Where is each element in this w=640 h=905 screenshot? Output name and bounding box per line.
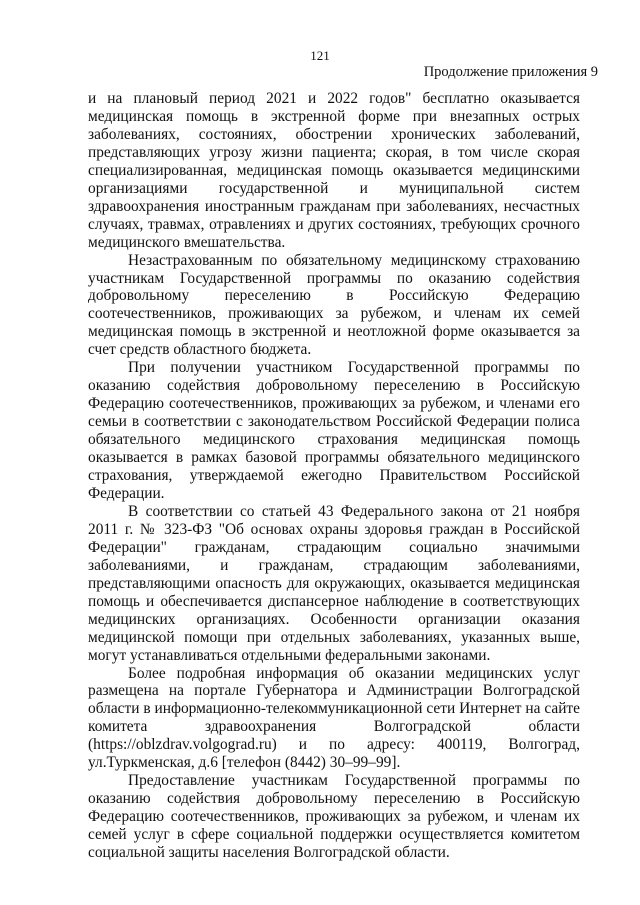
paragraph-emergency-care: и на плановый период 2021 и 2022 годов" бесплатно оказывается медицинская помощь в экстренной форме при внезапных острых заболеваниях, состояниях, обострении хронических заболеваний, представляющих угрозу жизни пациента; скорая, в том числе скорая специализированная, медицинская помощь оказывается медицинскими организациями государственной и муниципальной систем здравоохранения иностранным гражданам при заболеваниях, несчастных случаях, травмах, отравлениях и других состояниях, требующих срочного медицинского вмешательства. bbox=[88, 90, 580, 251]
paragraph-federal-law: В соответствии со статьей 43 Федерального закона от 21 ноября 2011 г. № 323-ФЗ "Об основах охраны здоровья граждан в Российской Федерации" гражданам, страдающим социально значимыми заболеваниями, и гражданам, страдающим заболеваниями, представляющими опасность для окружающих, оказывается медицинская помощь и обеспечивается диспансерное наблюдение в соответствующих медицинских организациях. Особенности организации оказания медицинской помощи при отдельных заболеваниях, указанных выше, могут устанавливаться отдельными федеральными законами. bbox=[88, 502, 580, 664]
appendix-continuation-label: Продолжение приложения 9 bbox=[423, 64, 598, 80]
paragraph-more-information: Более подробная информация об оказании медицинских услуг размещена на портале Губернатора и Администрации Волгоградской области в информационно-телекоммуникационной сети Интернет на сайте комитета здравоохранения Волгоградской области (https://oblzdrav.volgograd.ru) и по адресу: 400119, Волгоград, ул.Туркменская, д.6 [телефон (8442) 30–99–99]. bbox=[88, 664, 580, 772]
document-body bbox=[88, 90, 580, 862]
paragraph-social-support: Предоставление участникам Государственной программы по оказанию содействия добровольному переселению в Российскую Федерацию соотечественников, проживающих за рубежом, и членам их семей услуг в сфере социальной поддержки осуществляется комитетом социальной защиты населения Волгоградской области. bbox=[88, 772, 580, 862]
paragraph-uninsured-participants: Незастрахованным по обязательному медицинскому страхованию участникам Государственной программы по оказанию содействия добровольному переселению в Российскую Федерацию соотечественников, проживающих за рубежом, и членам их семей медицинская помощь в экстренной и неотложной форме оказывается за счет средств областного бюджета. bbox=[88, 251, 580, 359]
page-number: 121 bbox=[310, 48, 330, 63]
paragraph-insurance-policy: При получении участником Государственной программы по оказанию содействия добровольному переселению в Российскую Федерацию соотечественников, проживающих за рубежом, и членами его семьи в соответствии с законодательством Российской Федерации полиса обязательного медицинского страхования медицинская помощь оказывается в рамках базовой программы обязательного медицинского страхования, утверждаемой ежегодно Правительством Российской Федерации. bbox=[88, 359, 580, 502]
